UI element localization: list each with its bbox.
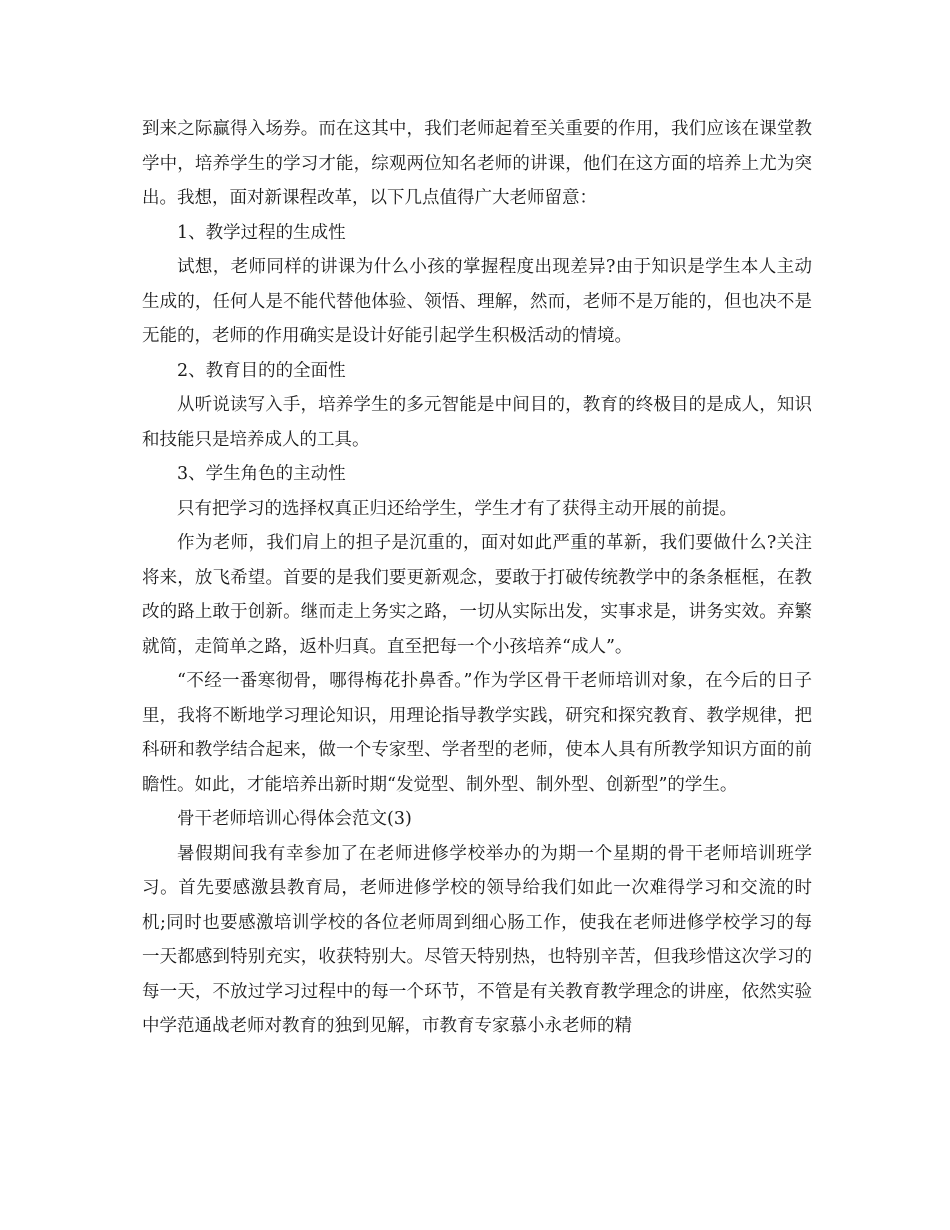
paragraph-teacher-role: 作为老师，我们肩上的担子是沉重的，面对如此严重的革新，我们要做什么?关注将来，放飞希望。首要的是我们要更新观念，要敢于打破传统教学中的条条框框，在教改的路上敢于创新。继而走上务实之路，一切从实际出发，实事求是，讲务实效。弃繁就简，走简单之路，返朴归真。直至把每一个小孩培养“成人”。 xyxy=(142,533,812,657)
paragraph-summer-training: 暑假期间我有幸参加了在老师进修学校举办的为期一个星期的骨干老师培训班学习。首先要感激县教育局，老师进修学校的领导给我们如此一次难得学习和交流的时机;同时也要感激培训学校的各位老师周到细心肠工作，使我在老师进修学校学习的每一天都感到特别充实，收获特别大。尽管天特别热，也特别辛苦，但我珍惜这次学习的每一天，不放过学习过程中的每一个环节，不管是有关教育教学理念的讲座，依然实验中学范通战老师对教育的独到见解，市教育专家慕小永老师的精 xyxy=(142,843,812,1036)
paragraph-quote: “不经一番寒彻骨，哪得梅花扑鼻香。”作为学区骨干老师培训对象，在今后的日子里，我将不断地学习理论知识，用理论指导教学实践，研究和探究教育、教学规律，把科研和教学结合起来，做一个专家型、学者型的老师，使本人具有所教学知识方面的前瞻性。如此，才能培养出新时期“发觉型、制外型、制外型、创新型”的学生。 xyxy=(142,671,812,795)
paragraph-point-1: 试想，老师同样的讲课为什么小孩的掌握程度出现差异?由于知识是学生本人主动生成的，任何人是不能代替他体验、领悟、理解，然而，老师不是万能的，但也决不是无能的，老师的作用确实是设计好能引起学生积极活动的情境。 xyxy=(142,257,812,346)
heading-point-1: 1、教学过程的生成性 xyxy=(177,222,346,243)
heading-point-3: 3、学生角色的主动性 xyxy=(177,464,346,484)
section-title-3: 骨干老师培训心得体会范文(3) xyxy=(177,809,412,829)
paragraph-intro-continued: 到来之际赢得入场券。而在这其中，我们老师起着至关重要的作用，我们应该在课堂教学中，培养学生的学习才能，综观两位知名老师的讲课，他们在这方面的培养上尤为突出。我想，面对新课程改革，以下几点值得广大老师留意： xyxy=(142,119,812,208)
document-page xyxy=(142,112,812,1044)
paragraph-point-3: 只有把学习的选择权真正归还给学生，学生才有了获得主动开展的前提。 xyxy=(177,498,737,519)
paragraph-point-2: 从听说读写入手，培养学生的多元智能是中间目的，教育的终极目的是成人，知识和技能只是培养成人的工具。 xyxy=(142,395,812,450)
heading-point-2: 2、教育目的的全面性 xyxy=(177,360,346,381)
